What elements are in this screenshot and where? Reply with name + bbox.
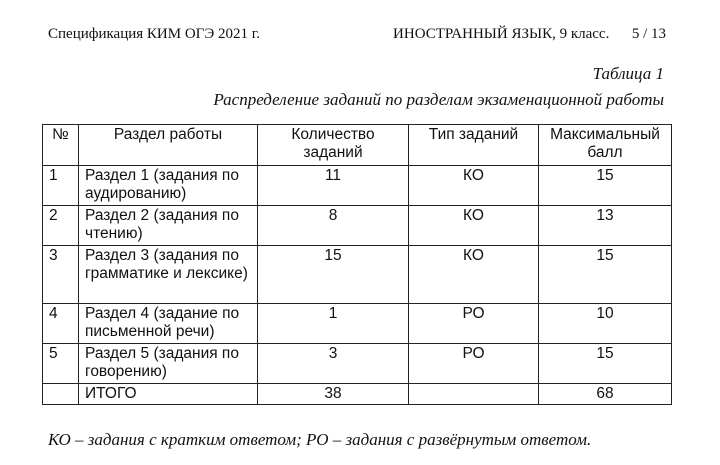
col-count-header: Количество заданий xyxy=(258,125,409,166)
table-footnote: КО – задания с кратким ответом; РО – задания с развёрнутым ответом. xyxy=(48,430,592,449)
row-type: КО xyxy=(409,246,539,304)
row-section: Раздел 5 (задания по говорению) xyxy=(79,344,258,384)
table-row xyxy=(43,206,672,246)
col-section-header: Раздел работы xyxy=(79,125,258,166)
table-title: Распределение заданий по разделам экзаменационной работы xyxy=(213,90,664,109)
total-type-cell xyxy=(409,384,539,405)
table-total-row xyxy=(43,384,672,405)
table-row xyxy=(43,246,672,304)
row-section: Раздел 1 (задания по аудированию) xyxy=(79,166,258,206)
row-number: 1 xyxy=(43,166,79,206)
table-row xyxy=(43,166,672,206)
row-count: 15 xyxy=(258,246,409,304)
total-count: 38 xyxy=(258,384,409,405)
col-max-header: Максимальный балл xyxy=(539,125,672,166)
row-count: 1 xyxy=(258,304,409,344)
row-number: 2 xyxy=(43,206,79,246)
row-number: 3 xyxy=(43,246,79,304)
row-max: 10 xyxy=(539,304,672,344)
row-number: 4 xyxy=(43,304,79,344)
row-count: 3 xyxy=(258,344,409,384)
total-label: ИТОГО xyxy=(79,384,258,405)
page-number: 5 / 13 xyxy=(631,26,666,42)
row-type: КО xyxy=(409,166,539,206)
table-row xyxy=(43,344,672,384)
row-section: Раздел 2 (задания по чтению) xyxy=(79,206,258,246)
row-max: 13 xyxy=(539,206,672,246)
distribution-table xyxy=(42,124,672,405)
col-type-header: Тип заданий xyxy=(409,125,539,166)
table-header-row xyxy=(43,125,672,166)
table-number: Таблица 1 xyxy=(592,64,664,83)
col-number-header: № xyxy=(43,125,79,166)
header-right xyxy=(393,26,666,43)
row-number: 5 xyxy=(43,344,79,384)
row-count: 8 xyxy=(258,206,409,246)
row-type: КО xyxy=(409,206,539,246)
total-max: 68 xyxy=(539,384,672,405)
page-header xyxy=(48,26,666,46)
row-type: РО xyxy=(409,344,539,384)
total-number-cell xyxy=(43,384,79,405)
row-max: 15 xyxy=(539,166,672,206)
spec-title: Спецификация КИМ ОГЭ 2021 г. xyxy=(48,26,260,42)
row-max: 15 xyxy=(539,344,672,384)
row-max: 15 xyxy=(539,246,672,304)
row-count: 11 xyxy=(258,166,409,206)
row-type: РО xyxy=(409,304,539,344)
table-row xyxy=(43,304,672,344)
row-section: Раздел 4 (задание по письменной речи) xyxy=(79,304,258,344)
subject-label: ИНОСТРАННЫЙ ЯЗЫК, 9 класс. xyxy=(393,26,610,42)
row-section: Раздел 3 (задания по грамматике и лексике) xyxy=(79,246,258,304)
